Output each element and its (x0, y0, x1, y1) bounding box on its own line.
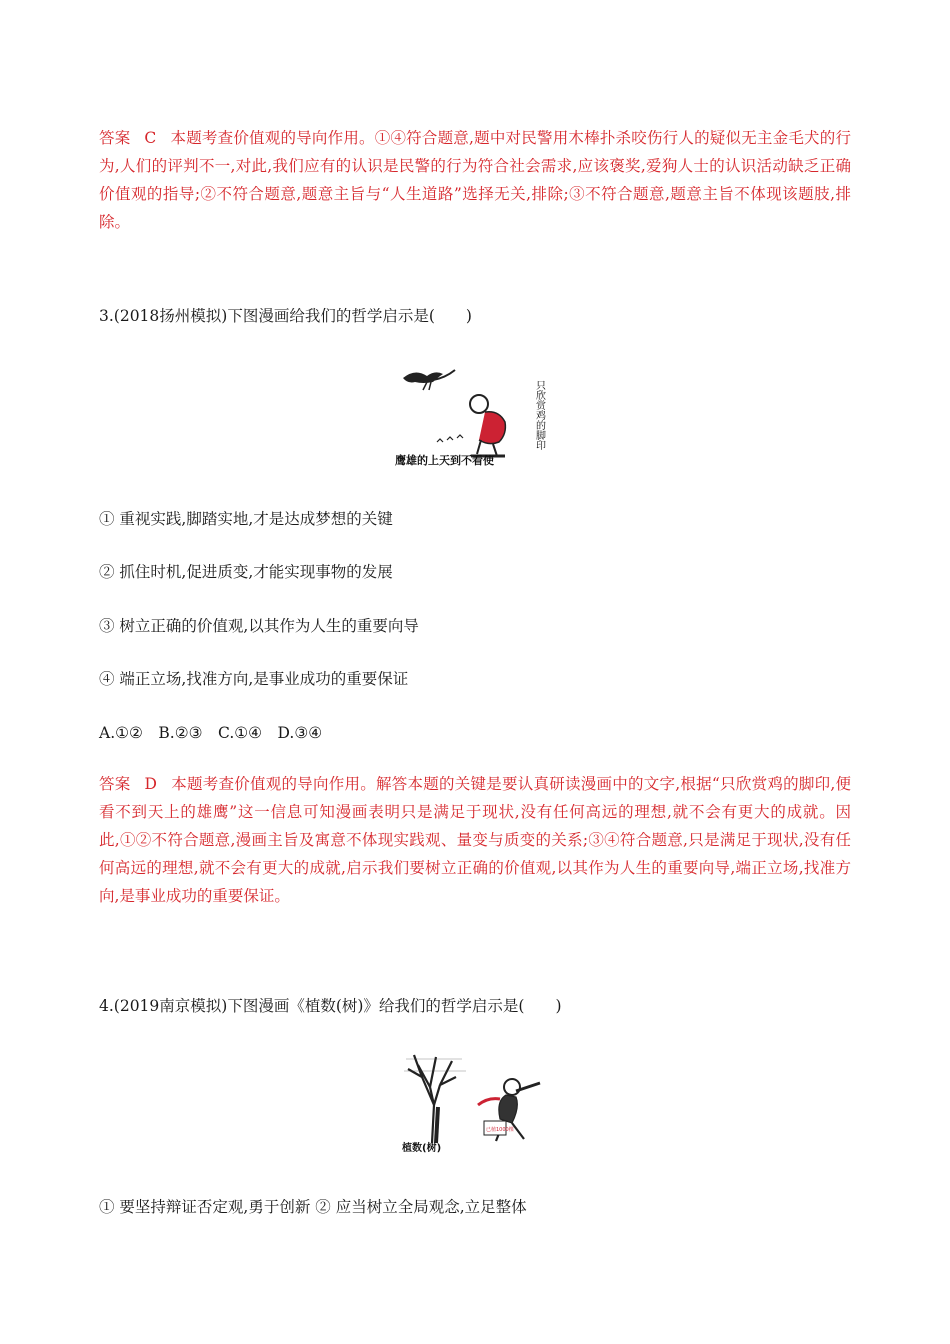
cartoon-caption-side: 只欣赏鸡的脚印 (533, 380, 545, 450)
q2-answer (99, 124, 851, 236)
answer-label: 答案 (99, 775, 131, 793)
q4-stem: 4.(2019南京模拟)下图漫画《植数(树)》给我们的哲学启示是( ) (99, 997, 562, 1015)
q3-option-4: ④ 端正立场,找准方向,是事业成功的重要保证 (99, 670, 409, 688)
eagle-drawing (403, 370, 455, 390)
cartoon-caption: 植数(树) (402, 1143, 442, 1154)
footprints-drawing (437, 435, 463, 442)
cartoon-caption-bottom: 鹰雄的上天到不看使 (395, 454, 494, 467)
answer-explanation: 本题考查价值观的导向作用。①④符合题意,题中对民警用木棒扑杀咬伤行人的疑似无主金毛犬的行为,人们的评判不一,对此,我们应有的认识是民警的行为符合社会需求,应该褒奖,爱狗人士的认识活动缺乏正确价值观的指导;②不符合题意,题意主旨与“人生道路”选择无关,排除;③不符合题意,题意主旨不体现该题肢,排除。 (99, 129, 851, 231)
q3-answer (99, 770, 851, 910)
q3-stem: 3.(2018扬州模拟)下图漫画给我们的哲学启示是( ) (99, 307, 472, 325)
answer-label: 答案 (99, 129, 131, 147)
answer-explanation: 本题考查价值观的导向作用。解答本题的关键是要认真研读漫画中的文字,根据“只欣赏鸡的脚印,便看不到天上的雄鹰”这一信息可知漫画表明只是满足于现状,没有任何高远的理想,就不会有更大的成就。因此,①②不符合题意,漫画主旨及寓意不体现实践观、量变与质变的关系;③④符合题意,只是满足于现状,没有任何高远的理想,就不会有更大的成就,启示我们要树立正确的价值观,以其作为人生的重要向导,端正立场,找准方向,是事业成功的重要保证。 (99, 775, 851, 905)
sign-text: 已植1000棵 (486, 1127, 514, 1133)
answer-letter: C (144, 129, 157, 147)
q4-cartoon (400, 1047, 556, 1157)
q3-option-1: ① 重视实践,脚踏实地,才是达成梦想的关键 (99, 510, 393, 528)
q3-option-2: ② 抓住时机,促进质变,才能实现事物的发展 (99, 563, 393, 581)
man-drawing (470, 395, 505, 456)
running-man-drawing (478, 1079, 540, 1141)
q3-option-3: ③ 树立正确的价值观,以其作为人生的重要向导 (99, 617, 419, 635)
answer-letter: D (144, 775, 157, 793)
q3-choices: A.①② B.②③ C.①④ D.③④ (99, 724, 323, 742)
bare-tree-drawing (404, 1055, 466, 1143)
q3-cartoon (393, 360, 555, 470)
q4-options-line: ① 要坚持辩证否定观,勇于创新 ② 应当树立全局观念,立足整体 (99, 1198, 527, 1216)
